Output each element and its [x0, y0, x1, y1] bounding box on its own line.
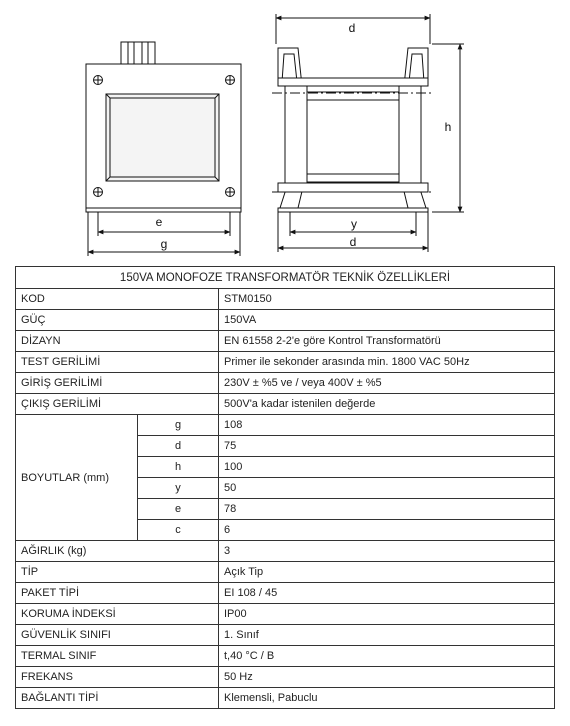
row-value: t,40 °C / B [219, 646, 555, 667]
front-view [86, 42, 241, 256]
table-title: 150VA MONOFOZE TRANSFORMATÖR TEKNİK ÖZELLİKLERİ [16, 267, 555, 289]
dimension-row [16, 415, 555, 436]
row-value: 1. Sınıf [219, 625, 555, 646]
row-value: Klemensli, Pabuclu [219, 688, 555, 709]
row-label: GÜÇ [16, 310, 219, 331]
table-title-row [16, 267, 555, 289]
row-value: 500V'a kadar istenilen değerde [219, 394, 555, 415]
table-row [16, 352, 555, 373]
row-label: TİP [16, 562, 219, 583]
dimension-key: c [138, 520, 219, 541]
dimension-key: g [138, 415, 219, 436]
dim-label-d-top: d [348, 21, 356, 35]
spec-table [15, 266, 555, 709]
row-value: 50 Hz [219, 667, 555, 688]
table-row [16, 541, 555, 562]
dim-label-g: g [160, 237, 168, 251]
dimension-value: 75 [219, 436, 555, 457]
row-label: GİRİŞ GERİLİMİ [16, 373, 219, 394]
row-value: Açık Tip [219, 562, 555, 583]
dimension-key: h [138, 457, 219, 478]
dimension-key: e [138, 499, 219, 520]
table-row [16, 394, 555, 415]
row-label: ÇIKIŞ GERİLİMİ [16, 394, 219, 415]
dimension-value: 78 [219, 499, 555, 520]
row-value: 150VA [219, 310, 555, 331]
row-label: KORUMA İNDEKSİ [16, 604, 219, 625]
dimension-value: 100 [219, 457, 555, 478]
dim-label-y: y [351, 217, 357, 231]
dimension-value: 108 [219, 415, 555, 436]
row-label: AĞIRLIK (kg) [16, 541, 219, 562]
table-row [16, 289, 555, 310]
table-row [16, 667, 555, 688]
row-value: STM0150 [219, 289, 555, 310]
dimension-value: 6 [219, 520, 555, 541]
row-value: EN 61558 2-2'e göre Kontrol Transformatörü [219, 331, 555, 352]
dimension-value: 50 [219, 478, 555, 499]
table-row [16, 625, 555, 646]
row-label: TERMAL SINIF [16, 646, 219, 667]
row-value: 3 [219, 541, 555, 562]
dimension-key: d [138, 436, 219, 457]
row-label: DİZAYN [16, 331, 219, 352]
row-value: 230V ± %5 ve / veya 400V ± %5 [219, 373, 555, 394]
row-label: TEST GERİLİMİ [16, 352, 219, 373]
row-label: FREKANS [16, 667, 219, 688]
table-row [16, 688, 555, 709]
table-row [16, 583, 555, 604]
table-row [16, 310, 555, 331]
row-value: Primer ile sekonder arasında min. 1800 VAC 50Hz [219, 352, 555, 373]
dimensions-label: BOYUTLAR (mm) [16, 415, 138, 541]
row-label: BAĞLANTI TİPİ [16, 688, 219, 709]
row-label: GÜVENLİK SINIFI [16, 625, 219, 646]
table-row [16, 562, 555, 583]
row-label: PAKET TİPİ [16, 583, 219, 604]
dim-label-e: e [155, 215, 163, 229]
table-row [16, 604, 555, 625]
dimension-key: y [138, 478, 219, 499]
row-value: EI 108 / 45 [219, 583, 555, 604]
dim-label-h: h [444, 120, 452, 134]
row-value: IP00 [219, 604, 555, 625]
row-label: KOD [16, 289, 219, 310]
side-view [272, 14, 464, 252]
table-row [16, 373, 555, 394]
table-row [16, 646, 555, 667]
table-row [16, 331, 555, 352]
transformer-drawing [0, 0, 570, 262]
dim-label-d-bottom: d [349, 235, 357, 249]
